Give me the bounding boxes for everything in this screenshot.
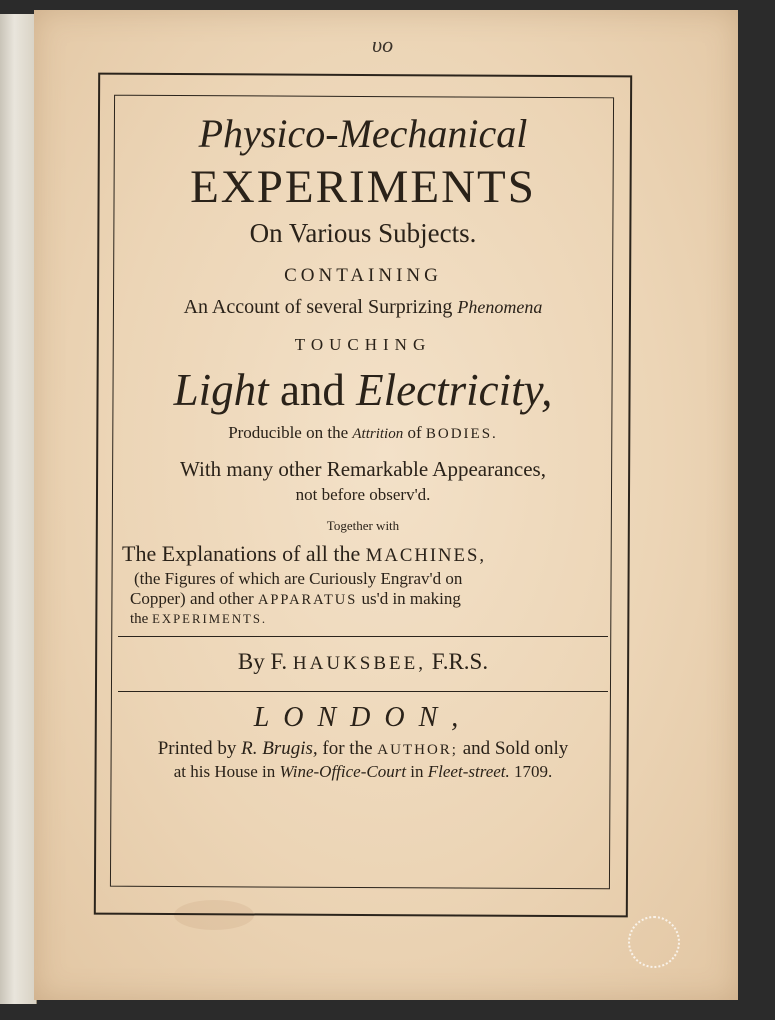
author-suffix: F.R.S. bbox=[431, 649, 489, 674]
subject-line bbox=[118, 362, 608, 418]
author-name: HAUKSBEE, bbox=[292, 653, 427, 674]
library-stamp bbox=[628, 916, 680, 968]
folio-mark: υο bbox=[372, 32, 394, 57]
explanations-line-1 bbox=[118, 541, 608, 569]
subject-electricity: Electricity, bbox=[356, 365, 553, 415]
imprint-street: Fleet-street. bbox=[427, 762, 510, 781]
author-by: By F. bbox=[237, 649, 288, 674]
explanations-3b: APPARATUS bbox=[257, 592, 358, 608]
subject-light: Light bbox=[173, 365, 269, 415]
imprint-line-2 bbox=[118, 761, 608, 783]
account-text: An Account of several Surprizing bbox=[183, 296, 453, 318]
explanations-line-4 bbox=[118, 610, 608, 628]
title-line-1: Physico-Mechanical bbox=[198, 111, 528, 156]
subject-and: and bbox=[279, 365, 345, 415]
producible-prefix: Producible on the bbox=[228, 423, 349, 442]
imprint-line-1 bbox=[118, 738, 608, 761]
containing-heading: CONTAINING bbox=[284, 265, 442, 286]
explanations-4b: EXPERIMENTS. bbox=[152, 612, 268, 626]
imprint-at-b: in bbox=[410, 762, 424, 781]
imprint-printed-a: Printed by bbox=[157, 738, 237, 759]
author-line bbox=[118, 643, 608, 683]
title-line-3: On Various Subjects. bbox=[249, 218, 477, 248]
imprint-year: 1709. bbox=[514, 762, 553, 781]
explanations-line-2: (the Figures of which are Curiously Engrav'd on bbox=[134, 569, 463, 588]
rule-2 bbox=[118, 691, 608, 692]
producible-line bbox=[118, 418, 608, 449]
touching-heading: TOUCHING bbox=[294, 335, 432, 354]
title-line-2: EXPERIMENTS bbox=[190, 161, 536, 213]
imprint-printed-b: for the bbox=[322, 738, 373, 759]
explanations-1b: MACHINES, bbox=[365, 545, 487, 566]
together-with: Together with bbox=[326, 518, 400, 533]
imprint-printer: R. Brugis, bbox=[241, 738, 318, 759]
producible-of: of bbox=[407, 423, 422, 442]
remarkable-line-1: With many other Remarkable Appearances, bbox=[180, 457, 546, 481]
explanations-line-3 bbox=[118, 589, 608, 610]
page-edge bbox=[0, 14, 37, 1004]
imprint-printed-c: and Sold only bbox=[462, 738, 569, 759]
imprint-at-a: at his House in bbox=[173, 762, 276, 781]
imprint-author: AUTHOR; bbox=[377, 742, 458, 758]
explanations-1a: The Explanations of all the bbox=[122, 541, 361, 566]
explanations-3a: Copper) and other bbox=[130, 589, 254, 608]
explanations-3c: us'd in making bbox=[361, 589, 461, 608]
producible-italic: Attrition bbox=[352, 426, 404, 442]
producible-bodies: BODIES. bbox=[425, 426, 498, 442]
imprint-city: LONDON, bbox=[253, 702, 473, 733]
title-page-content bbox=[118, 104, 608, 783]
explanations-4a: the bbox=[130, 611, 149, 627]
rule-1 bbox=[118, 636, 608, 637]
account-italic: Phenomena bbox=[457, 297, 543, 317]
account-line bbox=[118, 292, 608, 322]
imprint-court: Wine-Office-Court bbox=[279, 762, 407, 781]
remarkable-line-2: not before observ'd. bbox=[295, 485, 431, 504]
